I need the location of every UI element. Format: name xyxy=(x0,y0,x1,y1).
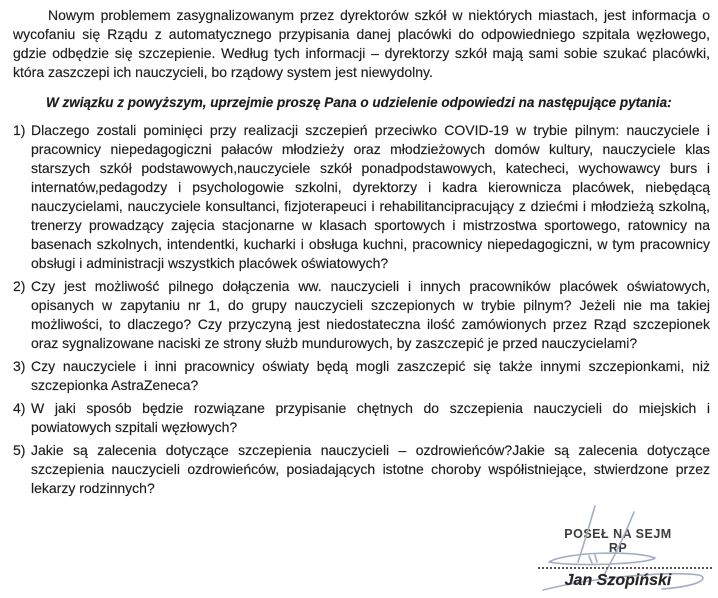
question-text: Czy nauczyciele i inni pracownicy oświaty będą mogli zaszczepić się także innymi szczepionkami, niż szczepionka AstraZeneca? xyxy=(31,358,710,393)
question-number: 3) xyxy=(13,358,26,374)
signer-role-label: POSEŁ NA SEJM RP xyxy=(564,527,672,555)
dotted-signature-line xyxy=(538,565,712,569)
question-list xyxy=(13,121,710,498)
intro-paragraph: Nowym problemem zasygnalizowanym przez dyrektorów szkół w niektórych miastach, jest informacja o wycofaniu się Rządu z automatycznego przypisania danej placówki do odpowiedniego szpitala węzłowego, gdzie odbędzie się szczepienie. Według tych informacji – dyrektorzy szkół mają sami sobie szukać placówki, która zaszczepi ich nauczycieli, bo rządowy system jest niewydolny. xyxy=(13,7,710,80)
question-number: 4) xyxy=(13,400,26,416)
signer-name: Jan Szopiński xyxy=(564,572,672,589)
question-number: 2) xyxy=(13,278,26,294)
question-item-2 xyxy=(13,277,710,353)
question-number: 1) xyxy=(13,122,26,138)
question-text: W jaki sposób będzie rozwiązane przypisanie chętnych do szczepienia nauczycieli do miejskich i powiatowych szpitali węzłowych? xyxy=(31,400,710,435)
request-line: W związku z powyższym, uprzejmie proszę Pana o udzielenie odpowiedzi na następujące pytania: xyxy=(46,95,672,110)
question-text: Jakie są zalecenia dotyczące szczepienia nauczycieli – ozdrowieńców?Jakie są zalecenia dotyczące szczepienia nauczycieli ozdrowieńców, posiadających istotne choroby współistniejące, stwierdzone przez lekarzy rodzinnych? xyxy=(31,442,710,496)
question-item-4 xyxy=(13,399,710,437)
question-item-3 xyxy=(13,357,710,395)
question-item-5 xyxy=(13,441,710,498)
question-number: 5) xyxy=(13,442,26,458)
question-text: Dlaczego zostali pominięci przy realizacji szczepień przeciwko COVID-19 w trybie pilnym: nauczyciele i pracownicy niepedagogiczni pałaców młodzieży oraz młodzieżowych domów kultury, nauczyciele klas starszych szkół podstawowych,nauczyciele szkół ponadpodstawowych, katecheci, wychowawcy burs i internatów,pedagodzy i psychologowie szkolni, dyrektorzy i kadra kierownicza placówek, niebędącą nauczycielami, nauczyciele konsultanci, fizjoterapeuci i rehabilitancipracujący z dziećmi i młodzieżą szkolną, trenerzy prowadzący zajęcia stacjonarne w klasach sportowych i mistrzostwa sportowego, ratownicy na basenach szkolnych, intendentki, kucharki i obsługa kuchni, pracownicy niepedagogiczni, w tym pracownicy obsługi i administracji wszystkich placówek oświatowych? xyxy=(31,122,710,271)
question-text: Czy jest możliwość pilnego dołączenia ww. nauczycieli i innych pracowników placówek oświatowych, opisanych w zapytaniu nr 1, do grupy nauczycieli szczepionych w trybie pilnym? Jeżeli nie ma takiej możliwości, to dlaczego? Czy przyczyną jest niedostateczna ilość zamówionych przez Rząd szczepionek oraz sygnalizowane naciski ze strony służb mundurowych, by zaszczepić je przed nauczycielami? xyxy=(31,278,710,351)
question-item-1 xyxy=(13,121,710,273)
letter-body xyxy=(13,6,710,502)
